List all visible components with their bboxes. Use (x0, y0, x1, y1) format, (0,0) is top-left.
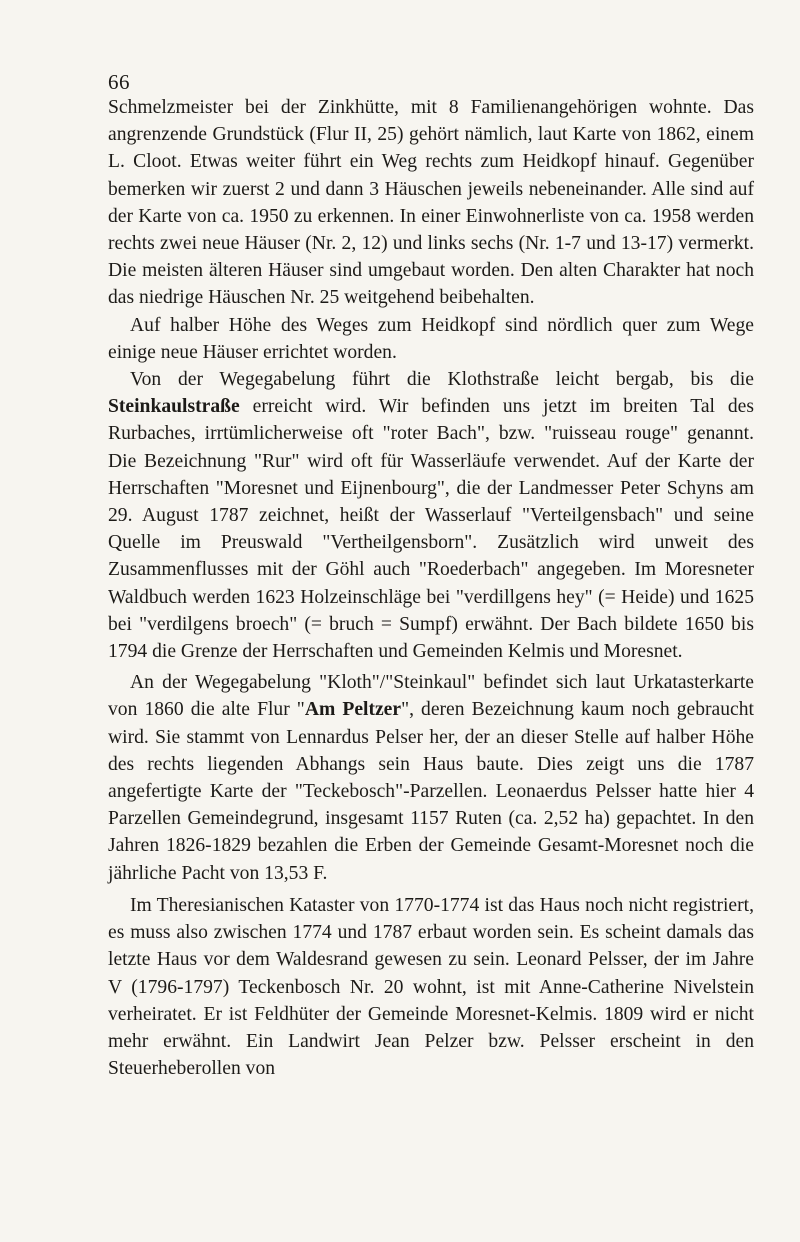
paragraph-4 (108, 669, 754, 887)
paragraph-4-text-b: ", deren Bezeichnung kaum noch gebraucht wird. Sie stammt von Lennardus Pelser her, der an dieser Stelle auf halber Höhe des rechts liegenden Abhangs sein Haus baute. Dies zeigt uns die 1787 angefertigte Karte der "Teckebosch"-Parzellen. Leonaerdus Pelsser hatte hier 4 Parzellen Gemeindegrund, insgesamt 1157 Ruten (ca. 2,52 ha) gepachtet. In den Jahren 1826-1829 bezahlen die Erben der Gemeinde Gesamt-Moresnet noch die jährliche Pacht von 13,53 F. (108, 699, 754, 884)
paragraph-1: Schmelzmeister bei der Zinkhütte, mit 8 Familienangehörigen wohnte. Das angrenzende Grundstück (Flur II, 25) gehört nämlich, laut Karte von 1862, einem L. Cloot. Etwas weiter führt ein Weg rechts zum Heidkopf hinauf. Gegenüber bemerken wir zuerst 2 und dann 3 Häuschen jeweils nebeneinander. Alle sind auf der Karte von ca. 1950 zu erkennen. In einer Einwohnerliste von ca. 1958 werden rechts zwei neue Häuser (Nr. 2, 12) und links sechs (Nr. 1-7 und 13-17) vermerkt. Die meisten älteren Häuser sind umgebaut worden. Den alten Charakter hat noch das niedrige Häuschen Nr. 25 weitgehend beibehalten. (108, 97, 754, 309)
page-number: 66 (108, 70, 130, 94)
paragraph-3-text-a: Von der Wegegabelung führt die Klothstraße leicht bergab, bis die (130, 369, 754, 391)
paragraph-3-bold-term: Steinkaulstraße (108, 396, 240, 418)
paragraph-4-text-a: An der Wegegabelung "Kloth"/"Steinkaul" befindet sich laut Urkatasterkarte von 1860 die alte Flur " (108, 672, 754, 721)
paragraph-2: Auf halber Höhe des Weges zum Heidkopf sind nördlich quer zum Wege einige neue Häuser errichtet worden. (108, 314, 754, 363)
paragraph-4-bold-term: Am Peltzer (304, 699, 402, 721)
paragraph-3 (108, 366, 754, 665)
paragraph-3-text-b: erreicht wird. Wir befinden uns jetzt im breiten Tal des Rurbaches, irrtümlicherweise oft "roter Bach", bzw. "ruisseau rouge" genannt. Die Bezeichnung "Rur" wird oft für Wasserläufe verwendet. Auf der Karte der Herrschaften "Moresnet und Eijnenbourg", die der Landmesser Peter Schyns am 29. August 1787 zeichnet, heißt der Wasserlauf "Verteilgensbach" und seine Quelle im Preuswald "Vertheilgensborn". Zusätzlich wird unweit des Zusammenflusses mit der Göhl auch "Roederbach" angegeben. Im Moresneter Waldbuch werden 1623 Holzeinschläge bei "verdillgens hey" (= Heide) und 1625 bei "verdilgens broech" (= bruch = Sumpf) erwähnt. Der Bach bildete 1650 bis 1794 die Grenze der Herrschaften und Gemeinden Kelmis und Moresnet. (108, 396, 754, 663)
paragraph-5: Im Theresianischen Kataster von 1770-1774 ist das Haus noch nicht registriert, es muss also zwischen 1774 und 1787 erbaut worden sein. Es scheint damals das letzte Haus vor dem Waldesrand gewesen zu sein. Leonard Pelsser, der im Jahre V (1796-1797) Teckenbosch Nr. 20 wohnt, ist mit Anne-Catherine Nivelstein verheiratet. Er ist Feldhüter der Gemeinde Moresnet-Kelmis. 1809 wird er nicht mehr erwähnt. Ein Landwirt Jean Pelzer bzw. Pelsser erscheint in den Steuerheberollen von (108, 894, 754, 1080)
